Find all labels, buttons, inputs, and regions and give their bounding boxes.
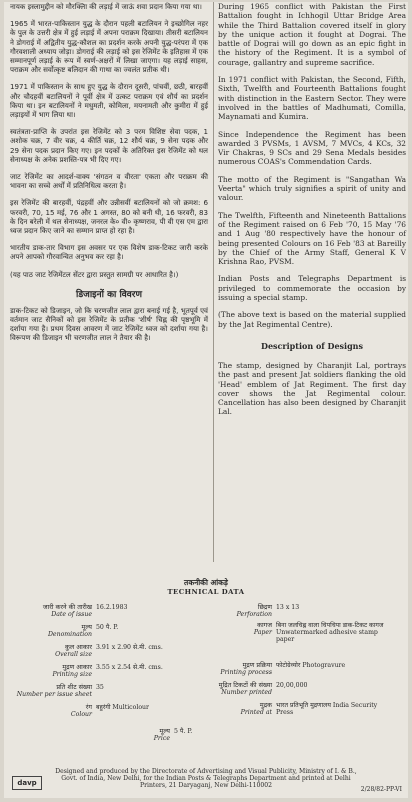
value: 13 x 13 [276, 604, 300, 611]
label-en: Number per issue sheet [16, 691, 92, 699]
label-en: Price [153, 735, 170, 743]
value: 16.2.1983 [96, 604, 128, 611]
technical-data [14, 578, 398, 748]
hindi-design-title: डिजाइनों का विवरण [76, 289, 142, 300]
label-hi: जारी करने की तारीख [42, 603, 92, 611]
value: 50 पै. P. [96, 624, 119, 631]
label-hi: मुद्रक [259, 701, 272, 709]
tech-row-denomination [14, 624, 118, 638]
value: 35 [96, 684, 104, 691]
label-hi: मुद्रित टिकटों की संख्या [218, 681, 272, 689]
label-hi: मूल्य [81, 623, 92, 631]
english-design-title: Description of Designs [261, 340, 363, 351]
english-paragraph: (The above text is based on the material supplied by the Jat Regimental Centre). [218, 310, 406, 329]
tech-row-colour [14, 704, 149, 718]
text-columns [10, 2, 406, 574]
hindi-paragraph: 1965 में भारत-पाकिस्तान युद्ध के दौरान पहली बटालियन ने इच्छोगिल नहर के पुल के उत्तरी क्षेत्र में हुई लड़ाई में अपना पराक्रम दिखाया। तीसरी बटालियन ने डोगराई में अद्वितीय युद्ध-कौशल का प्रदर्शन करके अपनी युद्ध-परंपरा में एक गौरवशाली अध्याय जोड़ा। डोगराई की लड़ाई को इस रेजिमेंट के इतिहास में एक सम्मानपूर्ण लड़ाई के रूप में स्वर्ण-अक्षरों में लिखा जाएगा। यह लड़ाई साहस, पराक्रम और सर्वोत्कृष्ट बलिदान की गाथा का ज्वलंत प्रतीक थी। [10, 19, 208, 75]
tech-row-perforation [210, 604, 388, 618]
reference-code: 2/28/82-PP-VI [360, 786, 402, 793]
davp-logo: davp [12, 776, 42, 790]
english-paragraph: During 1965 conflict with Pakistan the First Battalion fought in Ichhogil Uttar Bridge Area while the Third Battalion covered itself in glory by the unique action it fought at Dograi. The battle of Dograi will go down as an epic fight in the history of the Regiment. It is a symbol of courage, gallantry and supreme sacrifice. [218, 2, 406, 67]
label-hi: प्रति शीट संख्या [56, 683, 92, 691]
tech-row-overall-size [14, 644, 163, 658]
label-en: Perforation [236, 611, 272, 619]
value: बहुरंगी Multicolour [96, 704, 150, 711]
label-hi: मुद्रण प्रक्रिया [242, 661, 272, 669]
label-en: Overall size [55, 651, 92, 659]
tech-row-price [134, 728, 192, 742]
tech-row-printed-at [210, 702, 388, 716]
value: 20,00,000 [276, 682, 308, 689]
label-en: Paper [253, 629, 272, 637]
tech-row-printing-size [14, 664, 163, 678]
credit-text: Designed and produced by the Directorate of Advertising and Visual Publicity, Ministry of I. & B., Govt. of India, New Delhi, for the Indian Posts & Telegraphs Department and printed at Delhi Printers, 21 Daryaganj, New Delhi-110002 [55, 768, 357, 790]
english-paragraph: In 1971 conflict with Pakistan, the Second, Fifth, Sixth, Twelfth and Fourteenth Battalions fought with distinction in the Eastern Sector. They were involved in the battles of Madhumati, Comilla, Maynamati and Kumira. [218, 75, 406, 122]
label-hi: मुद्रण आकार [62, 663, 92, 671]
column-divider [213, 2, 214, 562]
hindi-paragraph: इस रेजिमेंट की बारहवीं, पंद्रहवीं और उन्नीसवीं बटालियनों को जो क्रमश: 6 फरवरी, 70, 15 मई, 76 और 1 अगस्त, 80 को बनी थी, 16 फरवरी, 83 के दिन बरेली में थल सेनाध्यक्ष, जनरल के० वी० कृष्णराव, पी वी एस एम द्वारा ध्वज प्रदान किए जाने का सम्मान प्राप्त हो रहा है। [10, 198, 208, 236]
hindi-paragraph: स्वतंत्रता-प्राप्ति के उपरांत इस रेजिमेंट को 3 परम विशिष्ट सेवा पदक, 1 अशोक चक्र, 7 वीर चक्र, 4 कीर्ति चक्र, 12 शौर्य चक्र, 9 सेना पदक और 29 सेना पदक प्रदान किए गए। इन पदकों के अतिरिक्त इस रेजिमेंट को थल सेनाध्यक्ष के अनेक प्रशस्ति-पत्र भी दिए गए। [10, 127, 208, 164]
english-paragraph: The Twelfth, Fifteenth and Nineteenth Battalions of the Regiment raised on 6 Feb '70, 15 May '76 and 1 Aug '80 respectively have the honour of being presented Colours on 16 Feb '83 at Bareilly by the Chief of the Army Staff, General K V Krishna Rao, PVSM. [218, 210, 406, 267]
brochure-page [4, 2, 408, 798]
value: भारत प्रतिभूति मुद्रणालय India Security Press [276, 702, 378, 717]
label-en: Denomination [47, 631, 92, 639]
label-hi: कुल आकार [65, 643, 92, 651]
english-paragraph: Since Independence the Regiment has been awarded 3 PVSMs, 1 AVSM, 7 MVCs, 4 KCs, 32 Vir Chakras, 9 SCs and 29 Sena Medals besides numerous COAS's Commendation Cards. [218, 129, 406, 167]
label-en: Date of issue [51, 611, 92, 619]
hindi-paragraph: नायक इस्लामुद्दीन को मौरक्लिा की लड़ाई में जाऊं शवा प्रदान किया गया था। [10, 2, 202, 11]
english-paragraph: Indian Posts and Telegraphs Department is privileged to commemorate the occasion by issuing a special stamp. [218, 274, 406, 303]
label-en: Printing size [52, 671, 92, 679]
label-hi: रंग [85, 703, 92, 711]
tech-row-date [14, 604, 128, 618]
value: बिना जलचिह्न वाला चिपचिपा डाक-टिकट कागज Unwatermarked adhesive stamp paper [276, 622, 384, 644]
technical-title-hindi: तकनीकी आंकड़े [184, 578, 228, 587]
value: फोटोग्रेव्योर Photogravure [276, 662, 346, 669]
hindi-paragraph: भारतीय डाक-तार विभाग इस अवसर पर एक विशेष डाक-टिकट जारी करके अपने आपको गौरवान्वित अनुभव कर रहा है। [10, 243, 208, 262]
value: 5 पै. P. [174, 728, 193, 735]
label-hi: कागज [257, 621, 272, 629]
tech-row-number-printed [210, 682, 388, 696]
hindi-paragraph: जाट रेजिमेंट का आदर्श-वाक्य 'संगठन व वीरता' एकता और पराक्रम की भावना का सच्चे अर्थों में प्रतिनिधित्व करता है। [10, 172, 208, 191]
label-en: Colour [70, 711, 92, 719]
technical-title: TECHNICAL DATA [167, 588, 245, 596]
value: 3.91 x 2.90 से.मी. cms. [96, 644, 163, 651]
english-design-paragraph: The stamp, designed by Charanjit Lal, portrays the past and present Jat soldiers flanking the old 'Head' emblem of Jat Regiment. The first day cover shows the Jat Regimental colour. Cancellation has also been designed by Charanjit Lal. [218, 360, 406, 417]
tech-row-sheet-count [14, 684, 104, 698]
label-hi: छिद्रण [257, 603, 272, 611]
hindi-paragraph: (यह पाठ जाट रेजिमेंटल सेंटर द्वारा प्रस्तुत सामग्री पर आधारित है।) [10, 269, 179, 279]
hindi-column [10, 2, 208, 351]
footer [4, 750, 408, 798]
label-en: Printed at [240, 709, 272, 717]
label-hi: मूल्य [159, 727, 170, 735]
value: 3.55 x 2.54 से.मी. cms. [96, 664, 163, 671]
hindi-design-paragraph: डाक-टिकट को डिजाइन, जो कि चरणजीत लाल द्वारा बनाई गई है, भूतपूर्व एवं वर्तमान जाट सैनिकों को इस रेजिमेंट के प्रतीक 'शीर्ष' चिह्न की पृष्ठभूमि में दर्शाया गया है। प्रथम दिवस आवरण में जाट रेजिमेंट ध्वज को दर्शाया गया है। विरूपण की डिजाइन भी चरणजीत लाल ने तैयार की है। [10, 305, 208, 343]
english-paragraph: The motto of the Regiment is "Sangathan Wa Veerta" which truly signifies a spirit of unity and valour. [218, 174, 406, 203]
english-column [218, 2, 406, 425]
tech-row-paper [210, 622, 388, 644]
label-en: Number printed [221, 689, 272, 697]
hindi-paragraph: 1971 में पाकिस्तान के साथ हुए युद्ध के दौरान दूसरी, पांचवीं, छठी, बारहवीं और चौदहवीं बटालियनों ने पूर्वी क्षेत्र में उत्कट पराक्रम एवं शौर्य का प्रदर्शन किया था। इन बटालियनों ने मधुमती, कोमिला, मयनामती और कुमीरा में हुई लड़ाइयों में भाग लिया था। [10, 82, 208, 120]
label-en: Printing process [220, 669, 272, 677]
tech-row-printing-process [210, 662, 388, 676]
